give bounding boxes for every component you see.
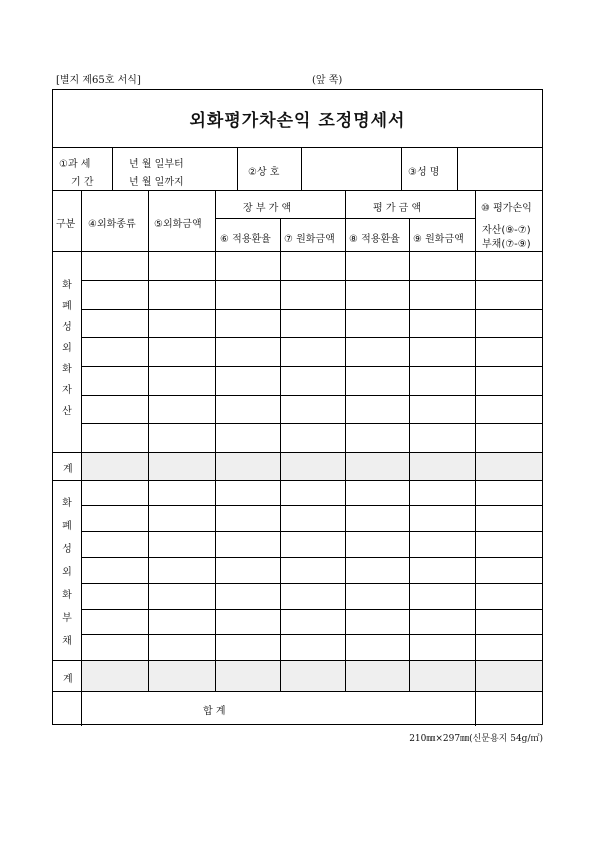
asset-formula: 자산(⑨-⑦) (482, 225, 531, 236)
name-label: ③성 명 (408, 167, 440, 178)
company-value-cell[interactable] (302, 147, 402, 190)
liabilities-section-label: 화 폐 성 외 화 부 채 (62, 498, 72, 647)
name-label-cell (402, 147, 458, 190)
col-header-applied-rate-1: ⑥ 적용환율 (220, 234, 271, 245)
period-label-line2: 기 간 (71, 177, 94, 188)
info-row (53, 147, 542, 191)
col-header-currency-amount: ⑤외화금액 (154, 219, 202, 230)
name-value-cell[interactable] (458, 147, 542, 190)
col-header-book-value: 장 부 가 액 (243, 203, 292, 214)
col-header-applied-rate-2: ⑧ 적용환율 (349, 234, 400, 245)
assets-section-label: 화 폐 성 외 화 자 산 (62, 280, 72, 417)
valuation-grid (53, 190, 542, 726)
col-header-currency-type: ④외화종류 (88, 219, 136, 230)
liability-formula: 부채(⑦-⑨) (482, 239, 531, 250)
col-header-won-amount-1: ⑦ 원화금액 (284, 234, 335, 245)
form-table (52, 89, 543, 725)
period-label-cell (53, 147, 113, 190)
grand-total-label: 합 계 (203, 706, 226, 717)
company-label: ②상 호 (248, 167, 280, 178)
col-header-won-amount-2: ⑨ 원화금액 (413, 234, 464, 245)
period-from: 년 월 일부터 (129, 159, 184, 170)
period-to: 년 월 일까지 (129, 177, 184, 188)
paper-spec: 210㎜×297㎜(신문용지 54g/㎡) (409, 734, 543, 744)
col-header-eval-amount: 평 가 금 액 (373, 203, 422, 214)
period-value-cell[interactable] (113, 147, 238, 190)
asset-subtotal-label: 계 (63, 464, 73, 475)
liability-subtotal-label: 계 (63, 674, 73, 685)
form-title: 외화평가차손익 조정명세서 (53, 90, 542, 148)
period-label-line1: ①과 세 (59, 159, 91, 170)
form-number: [별지 제65호 서식] (56, 75, 141, 86)
page-side-label: (앞 쪽) (312, 75, 343, 86)
liability-subtotal-shade (81, 660, 542, 691)
col-header-category: 구분 (56, 219, 76, 230)
asset-subtotal-shade (81, 452, 542, 480)
company-label-cell (238, 147, 302, 190)
col-header-eval-gain-loss: ⑩ 평가손익 (481, 203, 532, 214)
